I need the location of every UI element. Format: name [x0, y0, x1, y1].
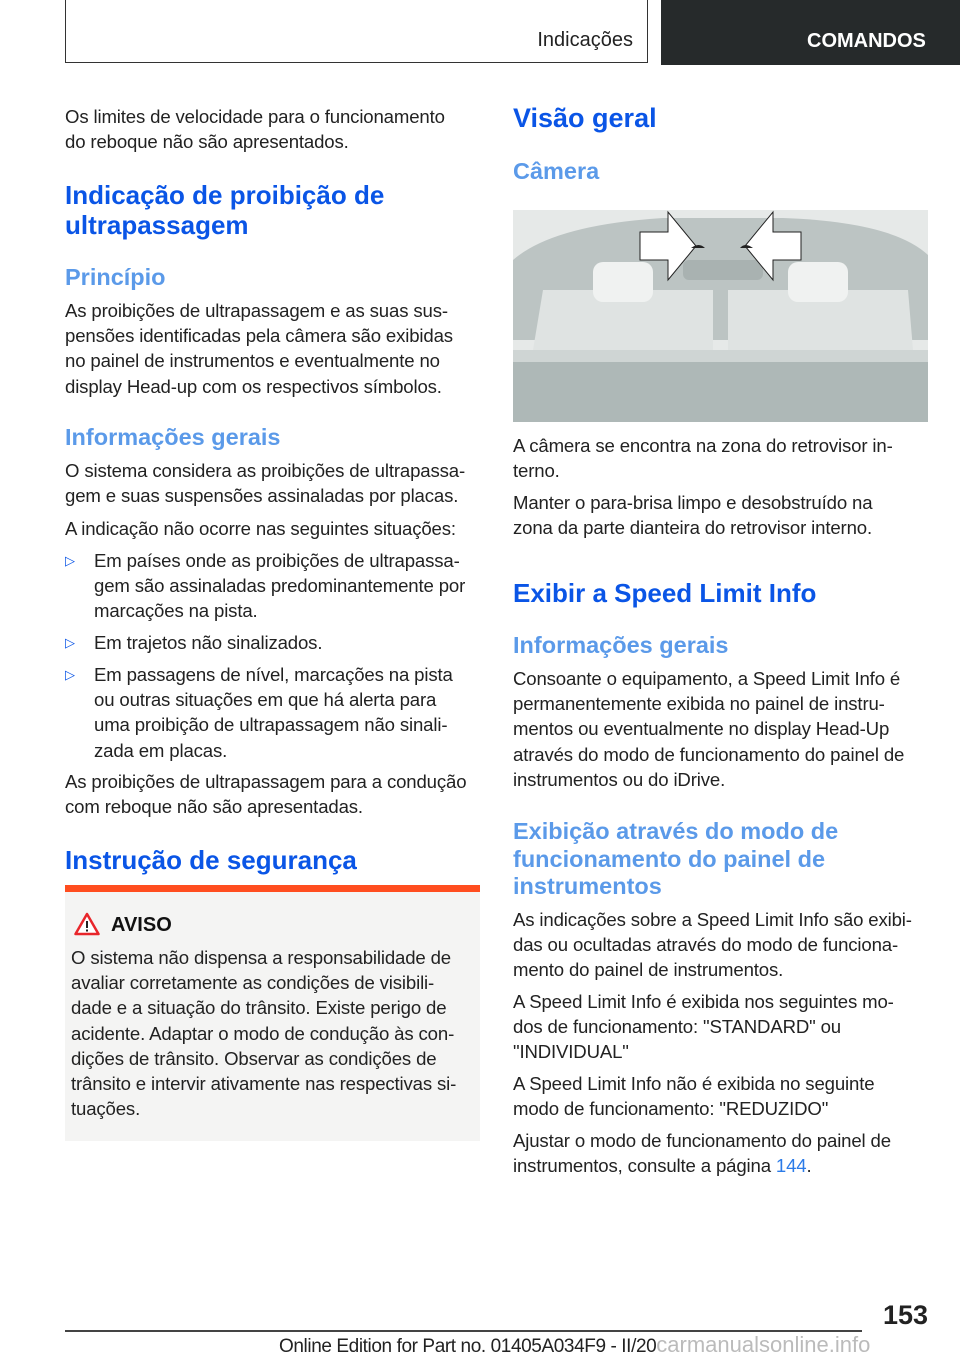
triangle-bullet-icon: ▷	[65, 635, 75, 650]
camera-paragraph-2: Manter o para-brisa limpo e desobstruído na zona da parte dianteira do retrovisor interno.	[513, 492, 873, 539]
warning-box	[65, 885, 480, 1141]
camera-paragraph-1: A câmera se encontra na zona do retrovisor in- terno.	[513, 435, 893, 482]
warning-title: AVISO	[111, 914, 172, 936]
watermark: carmanualsonline.info	[656, 1332, 871, 1357]
warning-bar	[65, 885, 480, 892]
section-title: Indicações	[537, 29, 633, 51]
chapter-tab: COMANDOS	[661, 0, 960, 65]
mode-paragraph-4-text: Ajustar o modo de funcionamento do painel de instrumentos, consulte a página	[513, 1130, 891, 1177]
list-item-text: Em países onde as proibições de ultrapassa- gem são assinaladas predominantemente por marcações na pista.	[94, 550, 466, 622]
warning-triangle-icon	[74, 912, 100, 936]
towing-paragraph: As proibições de ultrapassagem para a condução com reboque não são apresentadas.	[65, 771, 467, 818]
triangle-bullet-icon: ▷	[65, 667, 75, 682]
list-item-text: Em passagens de nível, marcações na pista ou outras situações em que há alerta para uma proibição de ultrapassagem não sinali- zada em placas.	[94, 664, 453, 761]
general-paragraph-1: O sistema considera as proibições de ultrapassa- gem e suas suspensões assinaladas por placas.	[65, 460, 465, 507]
principle-paragraph: As proibições de ultrapassagem e as suas sus- pensões identificadas pela câmera são exibidas no painel de instrumentos e eventualmente no display Head-up com os respectivos símbolos.	[65, 300, 453, 397]
list-item	[65, 548, 466, 624]
triangle-bullet-icon: ▷	[65, 553, 75, 568]
heading-safety: Instrução de segurança	[65, 845, 357, 875]
heading-overtaking: Indicação de proibição de ultrapassagem	[65, 180, 385, 240]
heading-instrument-mode: Exibição através do modo de funcionamento do painel de instrumentos	[513, 818, 839, 899]
mode-paragraph-3: A Speed Limit Info não é exibida no seguinte modo de funcionamento: "REDUZIDO"	[513, 1073, 875, 1120]
general-paragraph-2: A indicação não ocorre nas seguintes situações:	[65, 518, 456, 539]
header-frame	[65, 0, 648, 63]
list-item-text: Em trajetos não sinalizados.	[94, 632, 323, 653]
warning-text: O sistema não dispensa a responsabilidade de avaliar corretamente as condições de visibili- dade e a situação do trânsito. Existe perigo de acidente. Adaptar o modo de condução às con- dições de trânsito. Observar as condições de trânsito e intervir ativamente nas respectivas si- tuações.	[71, 947, 457, 1120]
heading-principle: Princípio	[65, 264, 166, 290]
heading-camera: Câmera	[513, 158, 600, 184]
heading-general-info: Informações gerais	[65, 424, 281, 450]
camera-location-image	[513, 210, 928, 422]
list-item	[65, 662, 453, 763]
mode-paragraph-2: A Speed Limit Info é exibida nos seguintes mo- dos de funcionamento: "STANDARD" ou "INDIVIDUAL"	[513, 991, 894, 1063]
heading-general-info-right: Informações gerais	[513, 632, 729, 658]
heading-show-speed-limit: Exibir a Speed Limit Info	[513, 578, 817, 608]
mode-paragraph-4-end: .	[806, 1155, 812, 1177]
page-link[interactable]: 144	[775, 1155, 807, 1177]
footer-edition	[279, 1332, 870, 1358]
intro-paragraph: Os limites de velocidade para o funcionamento do reboque não são apresentados.	[65, 106, 445, 153]
list-item	[65, 630, 323, 655]
edition-text: Online Edition for Part no. 01405A034F9 - II/20	[279, 1336, 657, 1357]
general-paragraph-right: Consoante o equipamento, a Speed Limit Info é permanentemente exibida no painel de instru- mentos ou eventualmente no display Head-Up através do modo de funcionamento do painel de instrumentos ou do iDrive.	[513, 668, 905, 790]
mode-paragraph-4	[513, 1128, 891, 1178]
heading-overview: Visão geral	[513, 103, 657, 133]
mode-paragraph-1: As indicações sobre a Speed Limit Info são exibi- das ou ocultadas através do modo de funciona- mento do painel de instrumentos.	[513, 909, 912, 981]
page-number: 153	[882, 1300, 928, 1330]
